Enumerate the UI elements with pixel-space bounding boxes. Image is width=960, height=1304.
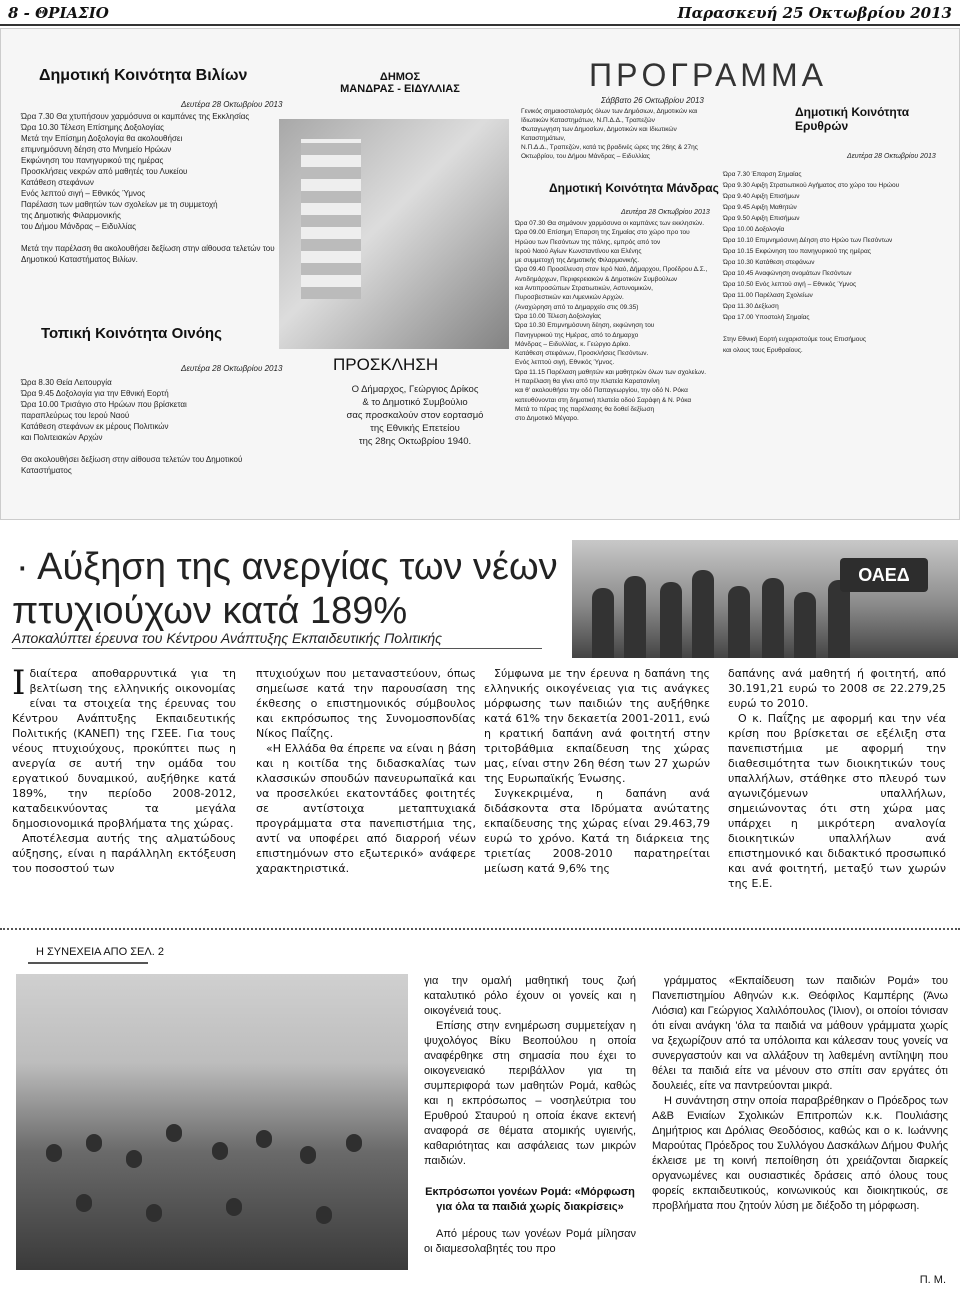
meeting-photo bbox=[16, 974, 408, 1270]
attendee-figure bbox=[146, 1204, 162, 1222]
section-divider bbox=[0, 928, 960, 930]
person-figure bbox=[592, 588, 614, 658]
oinoi-date: Δευτέρα 28 Οκτωβρίου 2013 bbox=[181, 364, 283, 373]
erythres-date: Δευτέρα 28 Οκτωβρίου 2013 bbox=[847, 153, 936, 160]
villia-date: Δευτέρα 28 Οκτωβρίου 2013 bbox=[181, 100, 283, 109]
demos-title: ΔΗΜΟΣ ΜΑΝΔΡΑΣ - ΕΙΔΥΛΛΙΑΣ bbox=[340, 71, 460, 95]
drop-cap: Ι bbox=[12, 663, 26, 703]
article2-paragraph: Η συνάντηση στην οποία παραβρέθηκαν ο Πρόεδρος των Α&Β Ενιαίων Σχολικών Επιτροπών κ.κ. Πουλιάσης Δημήτριος και Δρόλιας Θεοδόσιος, καθώς και ο κ. Ιωάννης Μαρούτας Πρόεδρος του Συλλόγου Δασκάλων Δήμου Φυλής έκλεισε με τη κοινή πεποίθηση ότι χρειάζονται διαρκείς οργανωμένες και ουσιαστικές δράσεις από όλους τους φορείς εκπαιδευτικούς, κοινωνικούς και διοικητικούς, σε προβλήματα που ζητούν λύση με διέξοδο τη μόρφωση. bbox=[652, 1095, 948, 1212]
article-title-line2: πτυχιούχων κατά 189% bbox=[12, 590, 408, 632]
erythres-program: Ώρα 7.30 Έπαρση Σημαίας Ώρα 9.30 Αφιξη Στρατιωτικού Αγήματος στο χώρο του Ηρώου Ώρα 9.40 Αφιξη Επισήμων Ώρα 9.45 Αφιξη Μαθητών Ώρα 9.50 Αφιξη Επισήμων Ώρα 10.00 Δοξολογία Ώρα 10.10 Επιμνημόσυνη Δέηση στο Ηρώο των Πεσόντων Ώρα 10.15 Εκφώνηση του πανηγυρικού της ημέρας Ώρα 10.30 Κατάθεση στεφάνων Ώρα 10.45 Αναφώνηση ονομάτων Πεσόντων Ώρα 10.50 Ενός λεπτού σιγή – Εθνικός Ύμνος Ώρα 11.00 Παρέλαση Σχολείων Ώρα 11.30 Δεξίωση Ώρα 17.00 Υποστολή Σημαίας Στην Εθνική Εορτή ευχαριστούμε τους Επισήμους και ολους τους Ερυθραίους. bbox=[723, 171, 900, 354]
article1-paragraph: δαπάνης ανά μαθητή ή φοιτητή, από 30.191,21 ευρώ το 2008 σε 22.279,25 ευρώ το 2010. bbox=[728, 667, 946, 710]
person-figure bbox=[624, 576, 646, 658]
attendee-figure bbox=[46, 1144, 62, 1162]
oinoi-title: Τοπική Κοινότητα Οινόης bbox=[41, 325, 222, 342]
attendee-figure bbox=[76, 1194, 92, 1212]
flag-image bbox=[301, 139, 361, 299]
mandra-date: Δευτέρα 28 Οκτωβρίου 2013 bbox=[621, 209, 710, 216]
person-figure bbox=[794, 592, 816, 658]
attendee-figure bbox=[300, 1146, 316, 1164]
unemployment-queue-photo bbox=[572, 540, 958, 658]
saturday-date: Σάββατο 26 Οκτωβρίου 2013 bbox=[601, 96, 704, 105]
attendee-figure bbox=[212, 1142, 228, 1160]
person-figure bbox=[660, 582, 682, 658]
article2-box-title: Εκπρόσωποι γονέων Ρομά: «Μόρφωση για όλα τα παιδιά χωρίς διακρίσεις» bbox=[425, 1186, 635, 1213]
oaed-logo: ΟΑΕΔ bbox=[840, 558, 928, 592]
article-title-line1: · Αύξηση της ανεργίας των νέων bbox=[16, 546, 558, 588]
villia-program: Ώρα 7.30 Θα χτυπήσουν χαρμόσυνα οι καμπάνες της Εκκλησίας Ώρα 10.30 Τέλεση Επίσημης Δοξολογίας Μετά την Επίσημη Δοξολογία θα ακολουθήσει επιμνημόσυνη δέηση στο Μνημείο Ηρώων Εκφώνηση του πανηγυρικού της ημέρας Προσκλήσεις νεκρών από μαθητές του Λυκείου Κατάθεση στεφάνων Ενός λεπτού σιγή – Εθνικός Ύμνος Παρέλαση των μαθητών των σχολείων με τη συμμετοχή της Δημοτικής Φιλαρμονικής του Δήμου Μάνδρας – Ειδυλλίας Μετά την παρέλαση θα ακολουθήσει δεξίωση στην αίθουσα τελετών του Δημοτικού Καταστήματος Βιλίων. bbox=[21, 112, 275, 264]
continued-label: Η ΣΥΝΕΧΕΙΑ ΑΠΟ ΣΕΛ. 2 bbox=[36, 946, 164, 958]
article2-paragraph: Από μέρους των γονέων Ρομά μίλησαν οι διαμεσολαβητές του προ bbox=[424, 1228, 636, 1255]
invitation-poster bbox=[0, 28, 960, 520]
erythres-title: Δημοτική Κοινότητα Ερυθρών bbox=[795, 105, 910, 133]
author-initials: Π. Μ. bbox=[919, 1274, 946, 1286]
article1-paragraph: Αποτέλεσμα αυτής της αλματώδους αύξησης, είναι η παράλληλη εκτόξευση του ποσοστού των bbox=[12, 832, 236, 875]
article1-paragraph: Σύμφωνα με την έρευνα η δαπάνη της ελληνικής οικογένειας για τις ανάγκες μόρφωσης των παιδιών της αυξήθηκε κατά 61% την δεκαετία 2001-2011, ενώ η κρατική δαπάνη ανά φοιτητή στην τριτοβάθμια εκπαίδευση της χώρας μας, είναι στην 26η θέση των 27 χωρών της Ευρωπαϊκής Ένωσης. bbox=[484, 667, 710, 785]
attendee-figure bbox=[316, 1206, 332, 1224]
article1-column-4 bbox=[728, 666, 946, 891]
attendee-figure bbox=[256, 1130, 272, 1148]
oinoi-program: Ώρα 8.30 Θεία Λειτουργία Ώρα 9.45 Δοξολογία για την Εθνική Εορτή Ώρα 10.00 Τρισάγιο στο Ηρώων που βρίσκεται παραπλεύρως του Ιερού Ναού Κατάθεση στεφάνων εκ μέρους Πολιτικών και Πολιτειακών Αρχών Θα ακολουθήσει δεξίωση στην αίθουσα τελετών του Δημοτικού Καταστήματος bbox=[21, 378, 243, 475]
mandra-title: Δημοτική Κοινότητα Μάνδρας bbox=[549, 181, 719, 195]
article1-column-1 bbox=[12, 663, 236, 876]
continued-underline bbox=[28, 962, 148, 964]
villia-title: Δημοτική Κοινότητα Βιλίων bbox=[39, 67, 248, 84]
article1-paragraph: πτυχιούχων που μεταναστεύουν, όπως σημείωσε κατά την παρουσίαση της έκθεσης ο επιστημονικός σύμβουλος και εκπρόσωπος της Συνομοσπονδίας Νίκος Παΐζης. bbox=[256, 667, 476, 740]
article2-column-2 bbox=[652, 974, 948, 1214]
article1-paragraph: Συγκεκριμένα, η δαπάνη ανά διδάσκοντα στα Ιδρύματα ανώτατης εκπαίδευσης της χώρας είναι 29.463,79 ευρώ το χρόνο. Κατά τη διάρκεια της τριετίας 2008-2010 παρατηρείται μείωση κατά 9,6% της bbox=[484, 787, 710, 875]
issue-date: Παρασκευή 25 Οκτωβρίου 2013 bbox=[677, 4, 952, 22]
person-figure bbox=[762, 578, 784, 658]
article1-paragraph: διαίτερα αποθαρρυντικά για τη βελτίωση της ελληνικής οικονομίας είναι τα στοιχεία της έρευνας του Κέντρου Ανάπτυξης Εκπαιδευτικής Πολιτικής (ΚΑΝΕΠ) της ΓΣΕΕ. Για τους νέους πτυχιούχους, προκύπτει πως η ανεργία σε αυτή την ομάδα του εργατικού δυναμικού, αυξήθηκε κατά 189%, την περίοδο 2008-2012, καταδεικνύοντας τα μεγάλα δημοσιονομικά προβλήματα της χώρας. bbox=[12, 667, 236, 830]
page-number-label: 8 - ΘΡΙΑΣΙΟ bbox=[8, 4, 109, 22]
attendee-figure bbox=[226, 1198, 242, 1216]
attendee-figure bbox=[166, 1124, 182, 1142]
invitation-text: Ο Δήμαρχος, Γεώργιος Δρίκος & το Δημοτικό Συμβούλιο σας προσκαλούν στον εορτασμό της Εθνικής Επετείου της 28ης Οκτωβρίου 1940. bbox=[346, 384, 484, 447]
article-subtitle: Αποκαλύπτει έρευνα του Κέντρου Ανάπτυξης Εκπαιδευτικής Πολιτικής bbox=[12, 630, 542, 649]
person-figure bbox=[728, 586, 750, 658]
attendee-figure bbox=[346, 1134, 362, 1152]
article1-paragraph: Ο κ. Παΐζης με αφορμή και την νέα κρίση που βρίσκεται σε εξέλιξη στα πανεπιστήμια με αφορμή την διαθεσιμότητα των διοικητικών τους υπαλλήλων, στάθηκε στο πλευρό των αγωνιζόμενων υπαλλήλων, σημειώνοντας ότι στη χώρα μας υπάρχει η μικρότερη αναλογία διοικητικών υπαλλήλων ανά επιστημονικό και διδακτικό προσωπικό και ανά φοιτητή, μεταξύ των χωρών της Ε.Ε. bbox=[728, 712, 946, 890]
article1-column-3 bbox=[484, 666, 710, 876]
article2-paragraph: Επίσης στην ενημέρωση συμμετείχαν η ψυχολόγος Βίκυ Βεοπούλου η οποία αναφέρθηκε στη σημασία που έχει το οικογενειακό περιβάλλον για τη συμπεριφορά των μαθητών Ρομά, καθώς και η εκπρόσωπος – νοσηλεύτρια του Ερυθρού Σταυρού η οποία έκανε εκτενή αναφορά σε θέματα ατομικής υγιεινής, καθαριότητας και ασφάλειας των μικρών παιδιών. bbox=[424, 1020, 636, 1167]
article1-column-2 bbox=[256, 666, 476, 876]
article2-column-1 bbox=[424, 974, 636, 1257]
article1-paragraph: «Η Ελλάδα θα έπρεπε να είναι η βάση και η κοιτίδα της διδασκαλίας των κλασσικών σπουδών πανευρωπαϊκά και να προσελκύει εκατοντάδες φοιτητές σε αντίστοιχα μεταπτυχιακά προγράμματα στα πανεπιστήμια της, αντί να υποφέρει από διαρροή νέων επιστημόνων στο εξωτερικό» ανάφερε χαρακτηριστικά. bbox=[256, 742, 476, 875]
programma-title: ΠΡΟΓΡΑΜΜΑ bbox=[589, 57, 827, 93]
mandra-program: Ώρα 07.30 Θα σημάνουν χαρμόσυνα οι καμπάνες των εκκλησιών. Ώρα 09.00 Επίσημη Έπαρση της Σημαίας στο χώρο προ του Ηρώου των Πεσόντων της πόλης, εμπρός από τον Ιερού Ναού Αγίων Κωνσταντίνου και Ελένης με συμμετοχή της Δημοτικής Φιλαρμονικής. Ώρα 09.40 Προσέλευση στον Ιερό Ναό, Δήμαρχου, Προέδρου Δ.Σ., Αντιδημάρχων, Περιφερειακών & Δημοτικών Συμβούλων και Αντιπροσώπων Στρατιωτικών, Αστυνομικών, Πυροσβεστικών και Λιμενικών Αρχών. (Αναχώρηση από το Δημαρχείο στις 09.35) Ώρα 10.00 Τέλεση Δοξολογίας Ώρα 10.30 Επιμνημόσυνη δέηση, εκφώνηση του Πανηγυρικού της Ημέρας, από το Δημαρχο Μάνδρας – Ειδυλλίας, κ. Γεώργιο Δρίκο. Κατάθεση στεφάνων, Προσκλήσεις Πεσόντων. Ενός λεπτού σιγή, Εθνικός Ύμνος. Ώρα 11.15 Παρέλαση μαθητών και μαθητριών όλων των σχολείων. Η παρέλαση θα γίνει από την πλατεία Καρατσινίνη και θ' ακολουθήσει την οδό Παπαγεωργίου, την οδό Ν. Ρόκα κατευθύνονται στη δημοτική πλατεία οδού Σαράφη & Ν. Ρόκα Μετά το πέρας της παρέλασης θα δοθεί δεξίωση στο Δημοτικό Μέγαρο. bbox=[515, 220, 708, 423]
attendee-figure bbox=[86, 1134, 102, 1152]
saturday-text: Γενικός σημαιοστολισμός όλων των Δημόσιων, Δημοτικών και Ιδιωτικών Καταστημάτων, Ν.Π.Δ.Δ., Τραπεζών Φωταγωγηση των Δημοσίων, Δημοτικών και Ιδιωτικών Καταστημάτων, Ν.Π.Δ.Δ., Τραπεζών, κατά τις βραδινές ώρες της 26ης & 27ης Οκτωβρίου, του Δήμου Μάνδρας – Ειδυλλίας bbox=[521, 108, 698, 160]
page-header bbox=[0, 0, 960, 26]
article2-paragraph: γράμματος «Εκπαίδευση των παιδιών Ρομά» του Πανεπιστημίου Αθηνών κ.κ. Θεόφιλος Καμπέρης (Άνω Λιόσια) και Γεώργιος Χαλιλόπουλος (Ίλιον), οι οποίοι τόνισαν ότι είναι ανάγκη 'όλα τα παιδιά να μάθουν γράμματα χωρίς να ξεχωρίζουν από τα υπόλοιπα και κάλεσαν τους γονείς να συνεργαστούν και να αλλάξουν τη λαθεμένη αντίληψη που θέλει τα παιδιά είτε να μένουν στο σπίτι σαν εργάτες ότι δουλειές, είτε να παντρεύονται μικρά. bbox=[652, 975, 948, 1092]
prosklisi-title: ΠΡΟΣΚΛΗΣΗ bbox=[333, 355, 439, 374]
attendee-figure bbox=[126, 1150, 142, 1168]
article2-paragraph: για την ομαλή μαθητική τους ζωή καταλυτικό ρόλο έχουν οι γονείς και η οικογένειά τους. bbox=[424, 975, 636, 1017]
person-figure bbox=[692, 570, 714, 658]
